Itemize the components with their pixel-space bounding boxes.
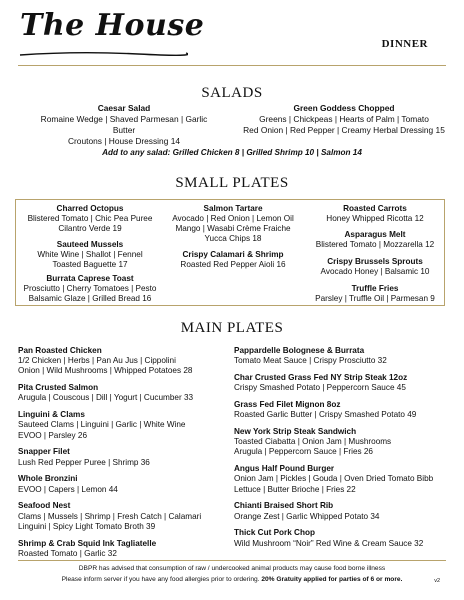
item-desc: Clams | Mussels | Shrimp | Fresh Catch | Calamari xyxy=(18,511,202,521)
menu-item-green-goddess xyxy=(234,103,454,136)
item-desc: Crispy Smashed Potato | Peppercorn Sauce 45 xyxy=(234,383,406,393)
menu-item-pappardelle-bolognese xyxy=(234,346,454,366)
salad-addon-note: Add to any salad: Grilled Chicken 8 | Grilled Shrimp 10 | Salmon 14 xyxy=(102,148,362,157)
item-name: Char Crusted Grass Fed NY Strip Steak 12oz xyxy=(234,373,408,382)
menu-item-pan-roasted-chicken xyxy=(18,346,228,377)
menu-item-filet-mignon xyxy=(234,400,454,420)
item-name: Chianti Braised Short Rib xyxy=(234,501,334,511)
item-desc: Tomato Meat Sauce | Crispy Prosciutto 32 xyxy=(234,356,387,366)
menu-type-label: DINNER xyxy=(381,38,428,50)
item-name: Grass Fed Filet Mignon 8oz xyxy=(234,400,341,409)
menu-item-ny-strip-steak xyxy=(234,373,454,393)
item-desc: Roasted Red Pepper Aioli 16 xyxy=(180,260,286,269)
menu-item-truffle-fries xyxy=(302,284,448,304)
item-desc: Blistered Tomato | Mozzarella 12 xyxy=(315,240,435,249)
item-desc: Onion Jam | Pickles | Gouda | Oven Dried Tomato Bibb xyxy=(234,474,434,484)
item-desc: 1/2 Chicken | Herbs | Pan Au Jus | Cippolini xyxy=(18,356,176,366)
item-desc: EVOO | Parsley 26 xyxy=(18,430,88,440)
item-name: Thick Cut Pork Chop xyxy=(234,528,315,538)
menu-item-linguini-clams xyxy=(18,410,228,441)
item-desc: Romaine Wedge | Shaved Parmesan | Garlic Butter xyxy=(40,114,208,135)
item-desc: Toasted Ciabatta | Onion Jam | Mushrooms xyxy=(234,437,392,447)
menu-item-asparagus-melt xyxy=(302,230,448,250)
item-desc: Roasted Garlic Butter | Crispy Smashed Potato 49 xyxy=(234,410,417,420)
menu-item-charred-octopus xyxy=(16,204,164,234)
footer-disclaimer: DBPR has advised that consumption of raw / undercooked animal products may cause food borne illness xyxy=(78,565,386,572)
item-desc: Croutons | House Dressing 14 xyxy=(67,136,181,146)
item-desc: Lettuce | Butter Brioche | Fries 22 xyxy=(234,484,356,494)
menu-header xyxy=(0,0,464,64)
item-desc: Avocado | Red Onion | Lemon Oil xyxy=(172,214,294,223)
item-desc: Sauteed Clams | Linguini | Garlic | White Wine xyxy=(18,420,186,430)
item-desc: Honey Whipped Ricotta 12 xyxy=(326,214,424,223)
item-desc: White Wine | Shallot | Fennel xyxy=(37,250,143,259)
menu-item-shrimp-crab-tagliatelle xyxy=(18,539,228,559)
header-divider xyxy=(18,65,446,66)
salads-title: SALADS xyxy=(201,85,263,101)
item-desc: Mango | Wasabi Crème Fraiche xyxy=(175,224,291,233)
item-name: Asparagus Melt xyxy=(344,230,406,239)
item-name: Caesar Salad xyxy=(97,103,151,113)
gratuity-note: 20% Gratuity applied for parties of 6 or more. xyxy=(261,576,403,583)
restaurant-logo: The House xyxy=(20,8,205,43)
item-name: Pappardelle Bolognese & Burrata xyxy=(234,346,365,355)
item-name: New York Strip Steak Sandwich xyxy=(234,427,357,436)
menu-item-caesar-salad xyxy=(30,103,218,147)
item-desc: EVOO | Capers | Lemon 44 xyxy=(18,484,118,494)
item-name: Whole Bronzini xyxy=(18,474,78,484)
item-desc: Red Onion | Red Pepper | Creamy Herbal Dressing 15 xyxy=(243,125,445,135)
small-plates-title: SMALL PLATES xyxy=(175,175,289,191)
item-desc: Roasted Tomato | Garlic 32 xyxy=(18,548,117,558)
footer-divider xyxy=(18,560,446,561)
menu-item-whole-bronzini xyxy=(18,474,228,494)
item-desc: Onion | Wild Mushrooms | Whipped Potatoes 28 xyxy=(18,366,193,376)
menu-item-pita-crusted-salmon xyxy=(18,383,228,403)
menu-item-crispy-calamari xyxy=(160,250,306,270)
menu-item-angus-burger xyxy=(234,464,454,495)
item-desc: Linguini | Spicy Light Tomato Broth 39 xyxy=(18,521,156,531)
menu-item-pork-chop xyxy=(234,528,454,548)
menu-version: v2 xyxy=(434,578,440,584)
main-plates-title: MAIN PLATES xyxy=(180,320,284,336)
item-name: Burrata Caprese Toast xyxy=(46,274,134,283)
item-name: Seafood Nest xyxy=(18,501,71,511)
item-name: Shrimp & Crab Squid Ink Tagliatelle xyxy=(18,538,157,548)
footer-allergy-note xyxy=(0,575,464,584)
menu-item-steak-sandwich xyxy=(234,427,454,458)
menu-item-roasted-carrots xyxy=(302,204,448,224)
item-desc: Blistered Tomato | Chic Pea Puree xyxy=(27,214,153,223)
menu-item-short-rib xyxy=(234,501,454,521)
item-name: Pan Roasted Chicken xyxy=(18,346,102,355)
item-desc: Arugula | Peppercorn Sauce | Fries 26 xyxy=(234,447,373,457)
item-name: Crispy Brussels Sprouts xyxy=(327,257,423,266)
item-desc: Lush Red Pepper Puree | Shrimp 36 xyxy=(18,457,150,467)
item-desc: Avocado Honey | Balsamic 10 xyxy=(320,267,430,276)
item-desc: Parsley | Truffle Oil | Parmesan 9 xyxy=(315,294,435,303)
item-desc: Balsamic Glaze | Grilled Bread 16 xyxy=(28,294,152,303)
item-desc: Yucca Chips 18 xyxy=(204,234,262,243)
item-desc: Cilantro Verde 19 xyxy=(58,224,122,233)
main-plates-left-column xyxy=(18,346,228,566)
item-name: Snapper Filet xyxy=(18,447,70,457)
item-name: Angus Half Pound Burger xyxy=(234,464,335,474)
item-desc: Greens | Chickpeas | Hearts of Palm | Tomato xyxy=(259,114,429,124)
item-name: Truffle Fries xyxy=(351,284,399,293)
item-name: Sauteed Mussels xyxy=(56,240,124,249)
main-plates-right-column xyxy=(234,346,454,555)
menu-item-seafood-nest xyxy=(18,501,228,532)
item-name: Green Goddess Chopped xyxy=(293,103,395,113)
item-name: Linguini & Clams xyxy=(18,410,85,420)
item-desc: Wild Mushroom “Noir” Red Wine & Cream Sauce 32 xyxy=(234,538,424,548)
menu-item-salmon-tartare xyxy=(160,204,306,244)
menu-item-burrata-caprese xyxy=(16,274,164,304)
menu-item-crispy-brussels xyxy=(302,257,448,277)
item-name: Crispy Calamari & Shrimp xyxy=(182,250,284,259)
item-desc: Orange Zest | Garlic Whipped Potato 34 xyxy=(234,511,380,521)
item-desc: Prosciutto | Cherry Tomatoes | Pesto xyxy=(23,284,157,293)
item-name: Roasted Carrots xyxy=(343,204,407,213)
item-name: Salmon Tartare xyxy=(203,204,263,213)
item-desc: Arugula | Couscous | Dill | Yogurt | Cucumber 33 xyxy=(18,393,194,403)
item-desc: Toasted Baguette 17 xyxy=(52,260,128,269)
logo-swash-decoration xyxy=(18,50,188,58)
item-name: Charred Octopus xyxy=(56,204,124,213)
item-name: Pita Crusted Salmon xyxy=(18,383,99,393)
menu-item-sauteed-mussels xyxy=(16,240,164,270)
allergy-note-text: Please inform server if you have any food allergies prior to ordering. xyxy=(61,576,262,583)
menu-item-snapper-filet xyxy=(18,447,228,467)
